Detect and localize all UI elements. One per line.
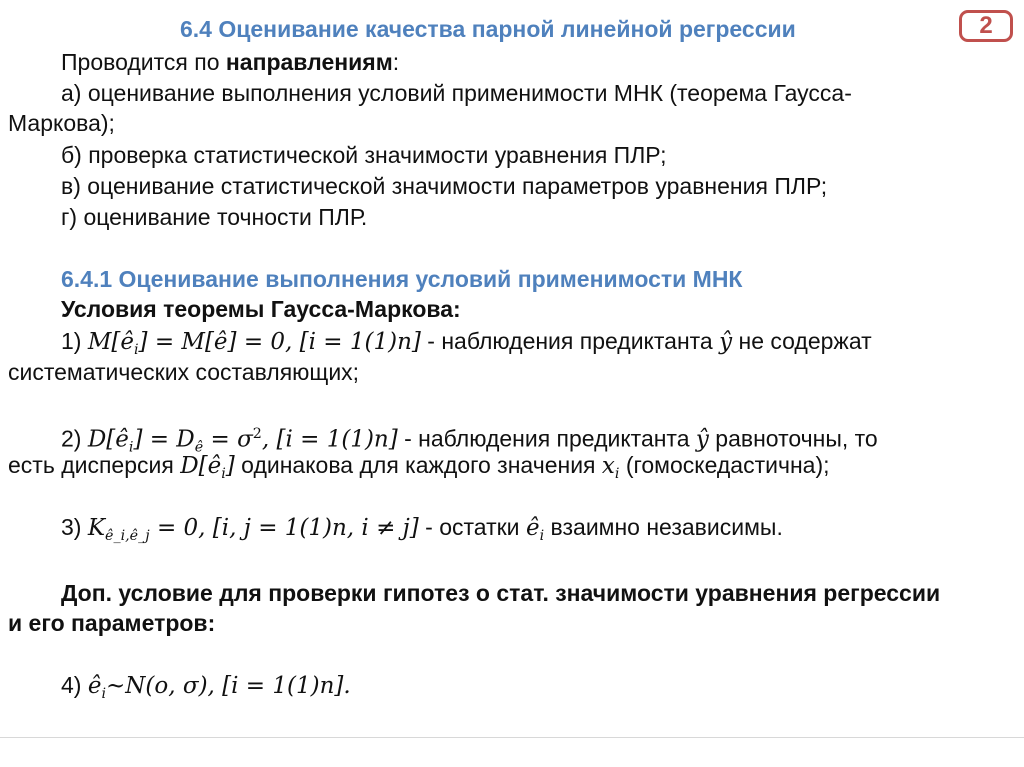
condition-1-formula-a: M[ê (87, 329, 134, 355)
condition-4-e: ê (87, 673, 102, 699)
condition-1-line2: систематических составляющих; (8, 359, 360, 385)
condition-2-l2-x: x (601, 453, 615, 479)
intro-bold: направлениям (225, 49, 393, 75)
subsection-title: 6.4.1 Оценивание выполнения условий применимости МНК (61, 266, 743, 292)
extra-condition-line1: Доп. условие для проверки гипотез о стат. значимости уравнения регрессии (61, 580, 941, 606)
condition-2-text2: равноточны, то (708, 425, 878, 452)
condition-2-f4: , [i = 1(1)n] (261, 426, 398, 453)
extra-condition-line2: и его параметров: (8, 610, 216, 636)
page-number-badge: 2 (959, 10, 1013, 42)
item-d: г) оценивание точности ПЛР. (61, 204, 368, 230)
condition-1-text: - наблюдения предиктанта (420, 328, 720, 354)
condition-3-number: 3) (61, 514, 88, 540)
condition-2-l2-formula: D[ê (180, 453, 222, 479)
condition-3-K-sub: ê_i,ê_j (105, 527, 150, 544)
slide-title: 6.4 Оценивание качества парной линейной регрессии (180, 16, 796, 42)
item-a-line2: Маркова); (8, 110, 115, 136)
condition-1-number: 1) (61, 328, 88, 354)
bottom-divider (0, 737, 1024, 738)
condition-2-sup: 2 (252, 426, 262, 442)
condition-2-l2-text2: одинакова для каждого значения (234, 452, 602, 478)
item-b: б) проверка статистической значимости уравнения ПЛР; (61, 142, 667, 168)
condition-3-text2: взаимно независимы. (544, 514, 783, 540)
conditions-heading: Условия теоремы Гаусса-Маркова: (61, 296, 461, 322)
condition-4-number: 4) (61, 672, 88, 698)
condition-2-sub-i: i (128, 439, 134, 456)
condition-2-number: 2) (61, 425, 88, 452)
condition-3-formula: = 0, [i, j = 1(1)n, i ≠ j] (149, 515, 419, 541)
condition-2-l2-text3: (гомоскедастична); (619, 452, 830, 478)
condition-4-line (61, 670, 351, 709)
condition-3-text: - остатки (418, 514, 526, 540)
condition-2-yhat: ŷ (695, 426, 709, 453)
condition-2-l2-sub: i (221, 465, 226, 482)
condition-2-f2: ] = D (133, 426, 195, 453)
condition-2-l2-text: есть дисперсия (8, 452, 181, 478)
item-a-line1: а) оценивание выполнения условий применимости МНК (теорема Гаусса- (61, 80, 852, 106)
condition-2-f1: D[ê (87, 426, 129, 453)
condition-1-sub: i (133, 341, 139, 358)
condition-3-line (61, 512, 783, 551)
item-c: в) оценивание статистической значимости параметров уравнения ПЛР; (61, 173, 828, 199)
condition-4-e-sub: i (101, 685, 107, 702)
intro-text: Проводится по (61, 49, 226, 75)
condition-2-l2-formula-b: ] (225, 453, 235, 479)
condition-2-sub-e: ê (194, 439, 204, 456)
condition-1-formula-b: ] = M[ê] = 0, [i = 1(1)n] (138, 329, 421, 355)
condition-4-formula: ~N(o, σ), [i = 1(1)n]. (106, 673, 351, 699)
condition-3-e-sub: i (539, 527, 545, 544)
condition-2-text: - наблюдения предиктанта (397, 425, 696, 452)
intro-line (61, 47, 399, 77)
condition-3-K: K (87, 515, 106, 541)
condition-3-e: ê (525, 515, 540, 541)
condition-1-text2: не содержат (732, 328, 872, 354)
condition-2-l2-xsub: i (614, 465, 620, 482)
condition-2-f3: = σ (203, 426, 253, 453)
intro-colon: : (392, 49, 400, 75)
condition-2-line2 (8, 450, 830, 489)
condition-1-yhat: ŷ (719, 329, 733, 355)
